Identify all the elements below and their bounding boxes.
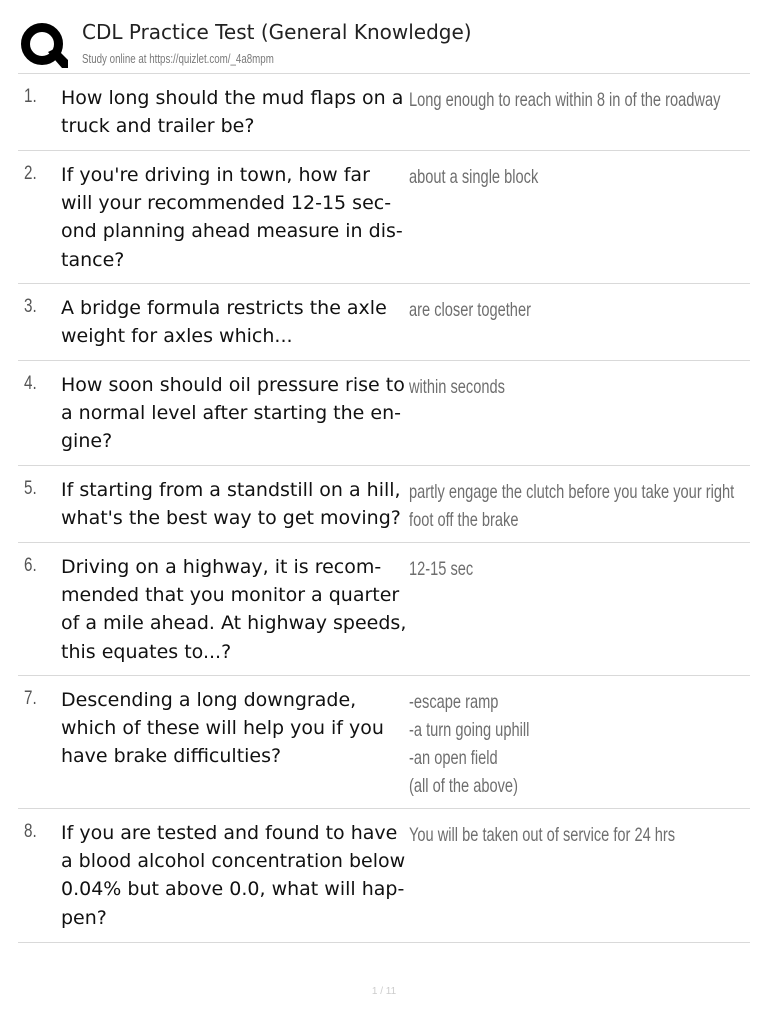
list-item: [18, 809, 750, 943]
question-number: 4.: [24, 373, 37, 394]
question-number: 7.: [24, 688, 37, 709]
answer-text: 12-15 sec: [409, 558, 474, 580]
question-text: Descending a long downgrade, which of these will help you if you have brake difficulties?: [61, 689, 384, 768]
question-number: 3.: [24, 296, 37, 317]
list-item: [18, 151, 750, 284]
list-item: [18, 543, 750, 676]
answer-text: -escape ramp -a turn going uphill -an open field (all of the above): [409, 691, 530, 797]
question-number: 6.: [24, 555, 37, 576]
list-item: [18, 466, 750, 543]
answer-text: about a single block: [409, 166, 539, 188]
answer-text: You will be taken out of service for 24 hrs: [409, 824, 676, 846]
question-text: How soon should oil pressure rise to a normal level after starting the en- gine?: [61, 374, 405, 453]
page-indicator: 1 / 11: [371, 986, 397, 997]
page-header: [18, 14, 750, 74]
list-item: [18, 361, 750, 466]
question-text: If you're driving in town, how far will your recommended 12-15 sec- ond planning ahead measure in dis- tance?: [61, 164, 403, 271]
question-number: 1.: [24, 86, 37, 107]
quizlet-logo-icon: [20, 22, 68, 70]
question-number: 2.: [24, 163, 37, 184]
study-link[interactable]: Study online at https://quizlet.com/_4a8mpm: [82, 52, 274, 66]
list-item: [18, 676, 750, 809]
answer-text: are closer together: [409, 299, 531, 321]
answer-text: within seconds: [409, 376, 505, 398]
page-title: CDL Practice Test (General Knowledge): [82, 20, 472, 44]
answer-text: Long enough to reach within 8 in of the roadway: [409, 89, 721, 111]
list-item: [18, 74, 750, 151]
question-text: If you are tested and found to have a blood alcohol concentration below 0.04% but above 0.0, what will hap- pen?: [61, 822, 406, 929]
answer-text: partly engage the clutch before you take your right foot off the brake: [409, 481, 735, 531]
question-number: 8.: [24, 821, 37, 842]
question-text: How long should the mud flaps on a truck and trailer be?: [61, 87, 404, 138]
question-number: 5.: [24, 478, 37, 499]
list-item: [18, 284, 750, 361]
question-text: A bridge formula restricts the axle weight for axles which...: [61, 297, 387, 348]
question-text: If starting from a standstill on a hill, what's the best way to get moving?: [61, 479, 401, 530]
question-list: [18, 74, 750, 943]
question-text: Driving on a highway, it is recom- mended that you monitor a quarter of a mile ahead. At highway speeds, this equates to...?: [61, 556, 407, 663]
